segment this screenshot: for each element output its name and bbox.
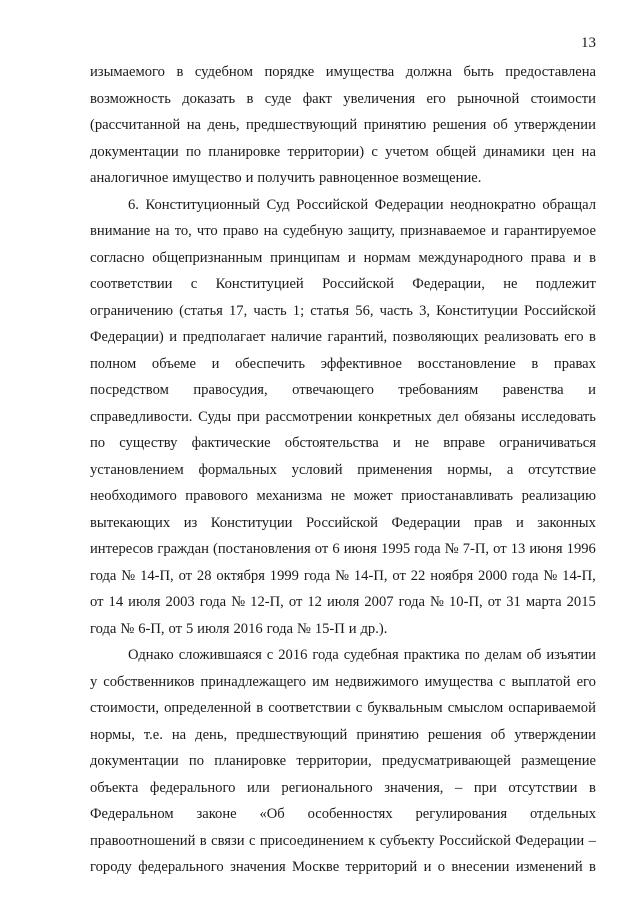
text-line: соответствии с Конституцией Российской Федерации, не подлежит (90, 276, 596, 293)
paragraph (90, 59, 596, 192)
text-line: возможность доказать в суде факт увеличения его рыночной стоимости (90, 90, 596, 107)
text-line: стоимости, определенной в соответствии с буквальным смыслом оспариваемой (90, 700, 596, 717)
text-line: справедливости. Суды при рассмотрении конкретных дел обязаны исследовать (90, 408, 596, 425)
text-line: Однако сложившаяся с 2016 года судебная практика по делам об изъятии (128, 647, 596, 664)
text-line: правоотношений в связи с присоединением к субъекту Российской Федерации – (90, 832, 596, 849)
text-line: Федерации) и предполагает наличие гарантий, позволяющих реализовать его в (90, 329, 596, 346)
text-line: посредством правосудия, отвечающего требованиям равенства и (90, 382, 596, 399)
text-line: 6. Конституционный Суд Российской Федерации неоднократно обращал (128, 196, 596, 213)
text-line: согласно общепризнанным принципам и нормам международного права и в (90, 249, 596, 266)
text-line: вытекающих из Конституции Российской Федерации прав и законных (90, 514, 596, 531)
text-line: интересов граждан (постановления от 6 июня 1995 года № 7-П, от 13 июня 1996 (90, 541, 596, 558)
paragraph (90, 642, 596, 881)
text-line: от 14 июля 2003 года № 12-П, от 12 июля 2007 года № 10-П, от 31 марта 2015 (90, 594, 596, 611)
text-line: внимание на то, что право на судебную защиту, признаваемое и гарантируемое (90, 223, 596, 240)
text-line: аналогичное имущество и получить равноценное возмещение. (90, 170, 482, 187)
text-line: Федеральном законе «Об особенностях регулирования отдельных (90, 806, 596, 823)
text-line: необходимого правового механизма не может приостанавливать реализацию (90, 488, 596, 505)
text-line: документации по планировке территории, предусматривающей размещение (90, 753, 596, 770)
text-line: городу федерального значения Москве территорий и о внесении изменений в (90, 859, 596, 876)
page-number: 13 (581, 35, 596, 51)
text-line: года № 14-П, от 28 октября 1999 года № 14-П, от 22 ноября 2000 года № 14-П, (90, 567, 596, 584)
text-line: документации по планировке территории) с учетом общей динамики цен на (90, 143, 596, 160)
text-line: объекта федерального или регионального значения, – при отсутствии в (90, 779, 596, 796)
text-line: изымаемого в судебном порядке имущества должна быть предоставлена (90, 64, 596, 80)
text-line: (рассчитанной на день, предшествующий принятию решения об утверждении (90, 117, 596, 134)
text-line: полном объеме и обеспечить эффективное восстановление в правах (90, 355, 596, 372)
text-line: ограничению (статья 17, часть 1; статья 56, часть 3, Конституции Российской (90, 302, 596, 319)
document-body (90, 59, 596, 881)
text-line: года № 6-П, от 5 июля 2016 года № 15-П и др.). (90, 620, 388, 637)
text-line: установлением формальных условий применения нормы, а отсутствие (90, 461, 596, 478)
paragraph (90, 192, 596, 643)
text-line: по существу фактические обстоятельства и не вправе ограничиваться (90, 435, 596, 452)
text-line: у собственников принадлежащего им недвижимого имущества с выплатой его (90, 673, 596, 690)
text-line: нормы, т.е. на день, предшествующий принятию решения об утверждении (90, 726, 596, 743)
